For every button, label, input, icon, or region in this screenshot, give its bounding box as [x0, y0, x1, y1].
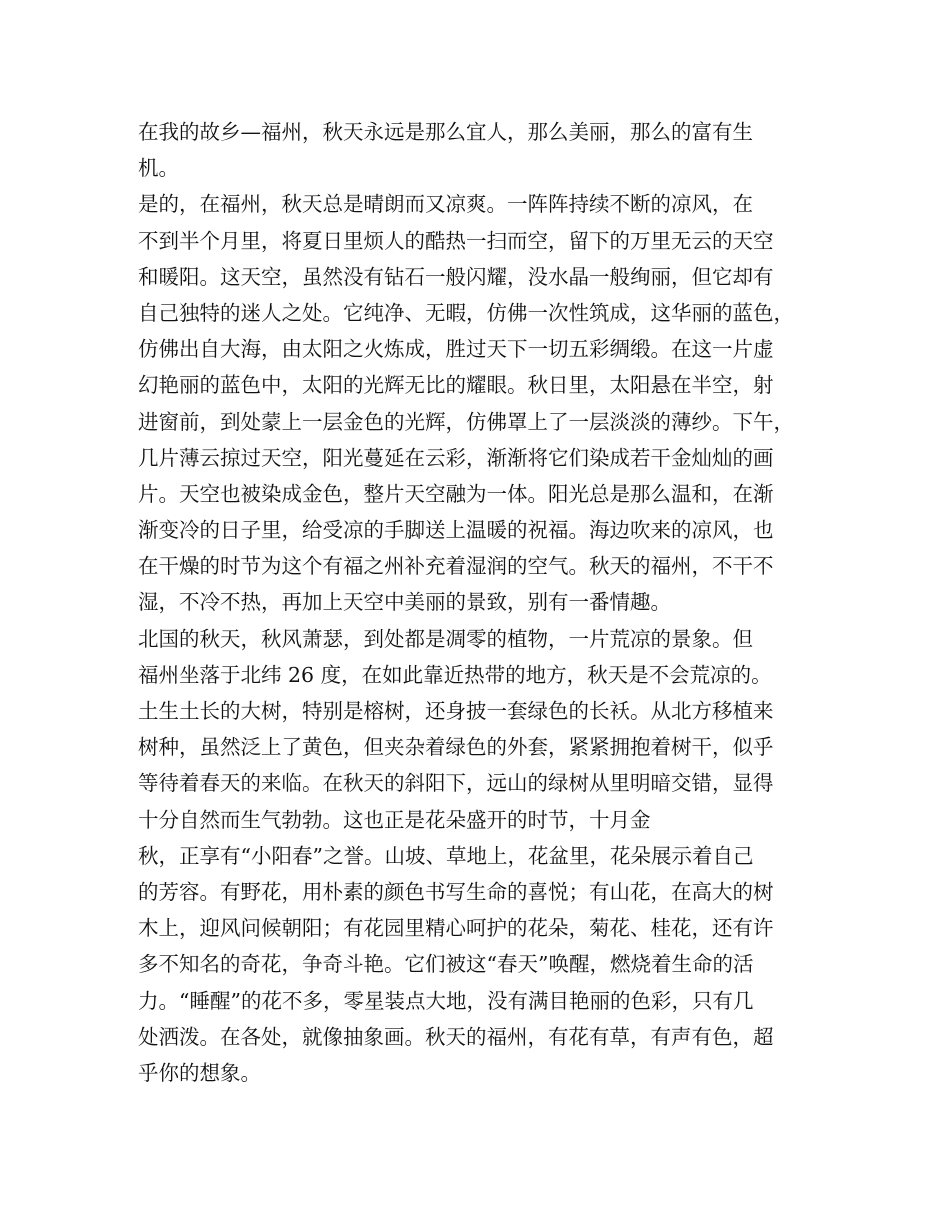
text-line: 木上，迎风问候朝阳；有花园里精心呵护的花朵，菊花、桂花，还有许	[138, 916, 774, 941]
text-line: 力。“睡醒”的花不多，零星装点大地，没有满目艳丽的色彩，只有几	[138, 988, 754, 1013]
text-line: 进窗前，到处蒙上一层金色的光辉，仿佛罩上了一层淡淡的薄纱。下午，	[138, 409, 794, 434]
text-line: 机。	[138, 156, 179, 181]
text-line: 几片薄云掠过天空，阳光蔓延在云彩，渐渐将它们染成若干金灿灿的画	[138, 445, 774, 470]
text-line: 乎你的想象。	[138, 1060, 261, 1085]
text-line: 的芳容。有野花，用朴素的颜色书写生命的喜悦；有山花，在高大的树	[138, 879, 774, 904]
text-line: 福州坐落于北纬 26 度，在如此靠近热带的地方，秋天是不会荒凉的。	[138, 662, 772, 687]
text-line: 北国的秋天，秋风萧瑟，到处都是凋零的植物，一片荒凉的景象。但	[138, 626, 753, 651]
text-line: 幻艳丽的蓝色中，太阳的光辉无比的耀眼。秋日里，太阳悬在半空，射	[138, 373, 774, 398]
text-line: 是的，在福州，秋天总是晴朗而又凉爽。一阵阵持续不断的凉风，在	[138, 192, 753, 217]
text-line: 等待着春天的来临。在秋天的斜阳下，远山的绿树从里明暗交错，显得	[138, 771, 774, 796]
text-line: 十分自然而生气勃勃。这也正是花朵盛开的时节，十月金	[138, 807, 651, 832]
text-line: 和暖阳。这天空，虽然没有钻石一般闪耀，没水晶一般绚丽，但它却有	[138, 264, 774, 289]
text-line: 湿，不冷不热，再加上天空中美丽的景致，别有一番情趣。	[138, 590, 671, 615]
text-line: 片。天空也被染成金色，整片天空融为一体。阳光总是那么温和，在渐	[138, 481, 774, 506]
text-line: 渐变冷的日子里，给受凉的手脚送上温暖的祝福。海边吹来的凉风，也	[138, 518, 774, 543]
text-line: 秋，正享有“小阳春”之誉。山坡、草地上，花盆里，花朵展示着自己	[138, 843, 754, 868]
text-line: 树种，虽然泛上了黄色，但夹杂着绿色的外套，紧紧拥抱着树干，似乎	[138, 735, 774, 760]
text-line: 仿佛出自大海，由太阳之火炼成，胜过天下一切五彩绸缎。在这一片虚	[138, 337, 774, 362]
text-line: 土生土长的大树，特别是榕树，还身披一套绿色的长袄。从北方移植来	[138, 699, 774, 723]
text-line: 多不知名的奇花，争奇斗艳。它们被这“春天”唤醒，燃烧着生命的活	[138, 952, 754, 977]
text-line: 在干燥的时节为这个有福之州补充着湿润的空气。秋天的福州，不干不	[138, 554, 774, 579]
text-line: 自己独特的迷人之处。它纯净、无暇，仿佛一次性筑成，这华丽的蓝色，	[138, 300, 794, 325]
text-line: 处洒泼。在各处，就像抽象画。秋天的福州，有花有草，有声有色，超	[138, 1024, 774, 1049]
text-line: 在我的故乡—福州，秋天永远是那么宜人，那么美丽，那么的富有生	[138, 120, 753, 144]
essay-body	[138, 114, 822, 1091]
text-line: 不到半个月里，将夏日里烦人的酷热一扫而空，留下的万里无云的天空	[138, 228, 774, 253]
